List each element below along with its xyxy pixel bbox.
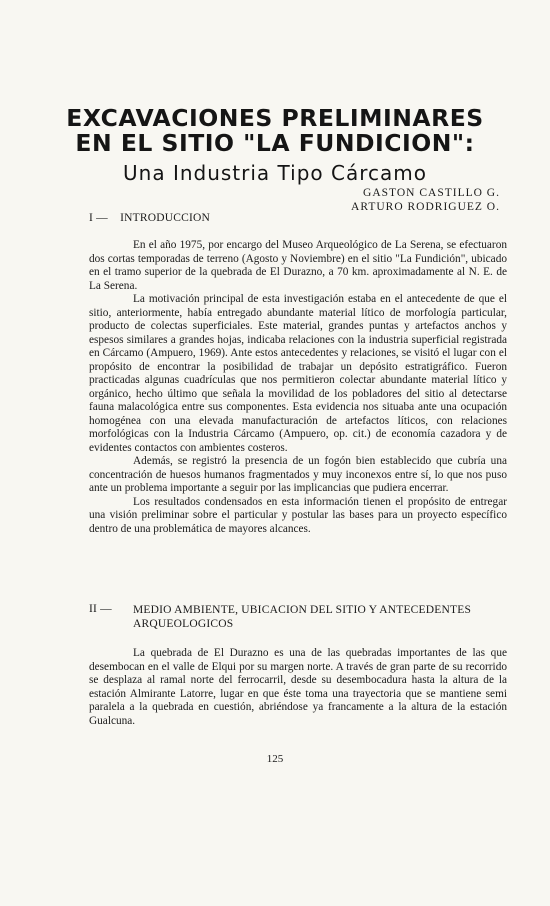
section-1-title: INTRODUCCION [120, 212, 211, 224]
article-title-line-2: EN EL SITIO "LA FUNDICION": [75, 129, 475, 157]
section-2-title: MEDIO AMBIENTE, UBICACION DEL SITIO Y ANTECEDENTES ARQUEOLOGICOS [133, 604, 472, 630]
section-1-body [89, 239, 507, 536]
author-1: GASTON CASTILLO G. [363, 187, 500, 199]
article-title-line-1: EXCAVACIONES PRELIMINARES [66, 104, 484, 132]
paragraph: Además, se registró la presencia de un fogón bien establecido que cubría una concentración de huesos humanos fragmentados y muy inconexos entre sí, lo que nos puso ante un problema importante a seguir por las implicancias que pudiera encerrar. [89, 455, 507, 494]
author-2: ARTURO RODRIGUEZ O. [351, 201, 500, 213]
page-number: 125 [266, 753, 284, 765]
paragraph: La quebrada de El Durazno es una de las quebradas importantes de las que desembocan en el valle de Elqui por su margen norte. A través de gran parte de su recorrido se desplaza al ramal norte del ferrocarril, desde su desembocadura hasta la altura de la estación Almirante Latorre, lugar en que éste toma una trayectoria que se mantiene semi paralela a la quebrada en cuestión, abriéndose ya francamente a la altura de la estación Gualcuna. [89, 647, 507, 727]
paragraph: Los resultados condensados en esta información tienen el propósito de entregar una visión preliminar sobre el particular y postular las bases para un proyecto específico dentro de una problemática de mayores alcances. [89, 495, 507, 535]
paragraph: La motivación principal de esta investigación estaba en el antecedente de que el sitio, anteriormente, había entregado abundante material lítico de morfología particular, producto de colectas superficiales. Este material, grandes puntas y artefactos anchos y espesos similares a grandes hojas, indicaba relaciones con la industria superficial registrada en Cárcamo (Ampuero, 1969). Ante estos antecedentes y relaciones, se visitó el lugar con el propósito de encontrar la posibilidad de trabajar un depósito estratigráfico. Fueron practicadas algunas cuadrículas que nos permitieron colectar abundante material lítico y orgánico, hecho último que señala la movilidad de los pobladores del sitio al detectarse fauna malacológica entre sus componentes. Esta evidencia nos situaba ante una ocupación homogénea con una elevada manufacturación de artefactos líticos, con relaciones morfológicas con la Industria Cárcamo (Ampuero, op. cit.) de economía cazadora y de evidentes contactos con ambientes costeros. [89, 293, 507, 454]
article-subtitle: Una Industria Tipo Cárcamo [123, 161, 427, 185]
section-2-number: II — [89, 603, 112, 615]
section-1-number: I — [89, 212, 108, 224]
section-1-heading [89, 212, 210, 224]
section-2-body [89, 647, 507, 728]
section-2-heading [89, 603, 509, 631]
paragraph: En el año 1975, por encargo del Museo Arqueológico de La Serena, se efectuaron dos cortas temporadas de terreno (Agosto y Noviembre) en el sitio "La Fundición", ubicado en el tramo superior de la quebrada de El Durazno, a 70 km. aproximadamente al N. E. de La Serena. [89, 239, 507, 292]
